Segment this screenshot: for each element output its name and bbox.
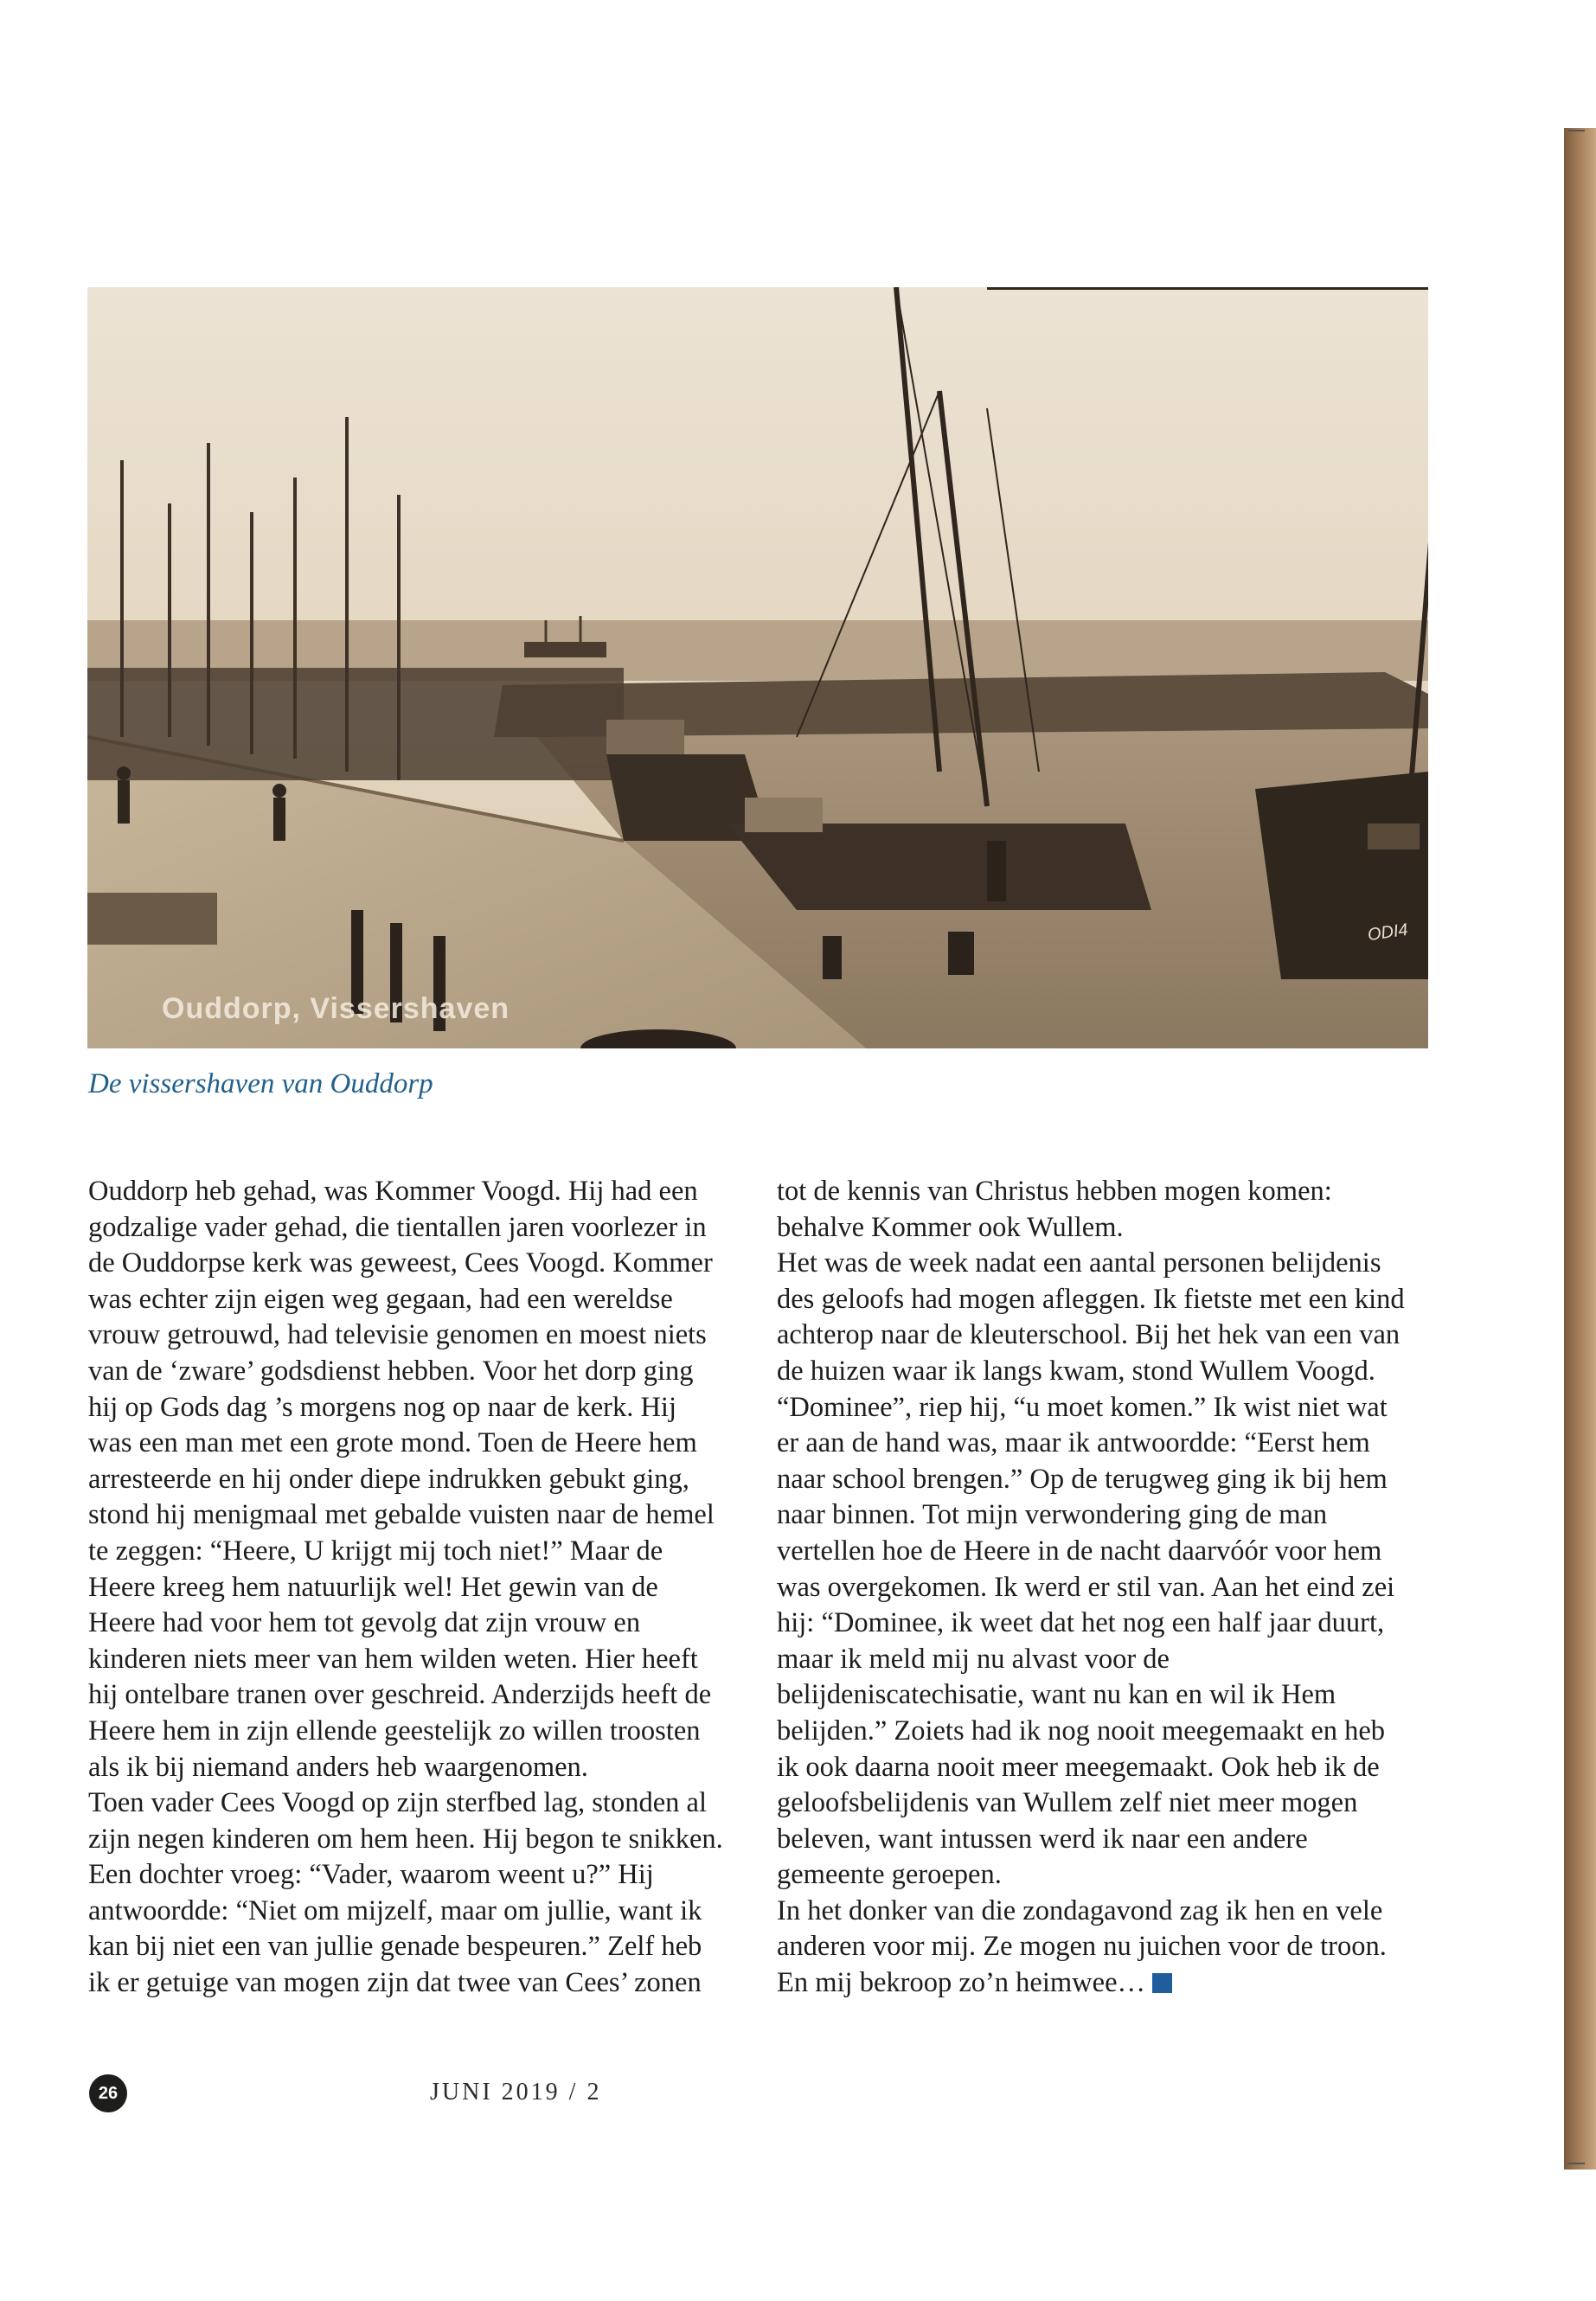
page-edge-strip	[1564, 128, 1596, 2170]
paragraph-text: In het donker van die zondagavond zag ik hen en vele anderen voor mij. Ze mogen nu juichen voor de troon. En mij bekroop zo’n heimwee…	[777, 1894, 1387, 1999]
article-column-left	[88, 1174, 724, 2002]
paragraph-final	[777, 1894, 1413, 2002]
end-of-article-square-icon	[1152, 1973, 1172, 1993]
harbour-photo-drawing	[87, 287, 1428, 1048]
article-column-right	[777, 1174, 1413, 2002]
paragraph: tot de kennis van Christus hebben mogen komen: behalve Kommer ook Wullem.	[777, 1176, 1332, 1243]
paragraph: Het was de week nadat een aantal personen belijdenis des geloofs had mogen afleggen. Ik fietste met een kind achterop naar de kleuterschool. Bij het hek van een van de huizen waar ik langs kwam, stond Wullem Voogd. “Dominee”, riep hij, “u moet komen.” Ik wist niet wat er aan de hand was, maar ik antwoordde: “Eerst hem naar school brengen.” Op de terugweg ging ik bij hem naar binnen. Tot mijn verwondering ging de man vertellen hoe de Heere in de nacht daarvóór voor hem was overgekomen. Ik werd er stil van. Aan het eind zei hij: “Dominee, ik weet dat het nog een half jaar duurt, maar ik meld mij nu alvast voor de belijdeniscatechisatie, want nu kan en wil ik Hem belijden.” Zoiets had ik nog nooit meegemaakt en heb ik ook daarna nooit meer meegemaakt. Ook heb ik de geloofsbelijdenis van Wullem zelf niet meer mogen beleven, want intussen werd ik naar een andere gemeente geroepen.	[777, 1247, 1405, 1891]
page-number: 26	[89, 2074, 127, 2112]
harbour-photo	[87, 287, 1428, 1048]
photo-caption: De vissershaven van Ouddorp	[88, 1068, 433, 1099]
page-edge-mark	[1567, 130, 1585, 131]
photo-label: Ouddorp, Vissershaven	[162, 992, 510, 1025]
page-edge-mark	[1567, 2163, 1585, 2164]
paragraph: Toen vader Cees Voogd op zijn sterfbed lag, stonden al zijn negen kinderen om hem heen. Hij begon te snikken. Een dochter vroeg: “Vader, waarom weent u?” Hij antwoordde: “Niet om mijzelf, maar om jullie, want ik kan bij niet een van jullie genade bespeuren.” Zelf heb ik er getuige van mogen zijn dat twee van Cees’ zonen	[88, 1787, 723, 1999]
issue-label: JUNI 2019 / 2	[430, 2079, 602, 2106]
paragraph: Ouddorp heb gehad, was Kommer Voogd. Hij had een godzalige vader gehad, die tientallen jaren voorlezer in de Ouddorpse kerk was geweest, Cees Voogd. Kommer was echter zijn eigen weg gegaan, had een wereldse vrouw getrouwd, had televisie genomen en moest niets van de ‘zware’ godsdienst hebben. Voor het dorp ging hij op Gods dag ’s morgens nog op naar de kerk. Hij was een man met een grote mond. Toen de Heere hem arresteerde en hij onder diepe indrukken gebukt ging, stond hij menigmaal met gebalde vuisten naar de hemel te zeggen: “Heere, U krijgt mij toch niet!” Maar de Heere kreeg hem natuurlijk wel! Het gewin van de Heere had voor hem tot gevolg dat zijn vrouw en kinderen niets meer van hem wilden weten. Hier heeft hij ontelbare tranen over geschreid. Anderzijds heeft de Heere hem in zijn ellende geestelijk zo willen troosten als ik bij niemand anders heb waargenomen.	[88, 1176, 715, 1783]
boat-marking: ODI4	[1366, 920, 1409, 945]
